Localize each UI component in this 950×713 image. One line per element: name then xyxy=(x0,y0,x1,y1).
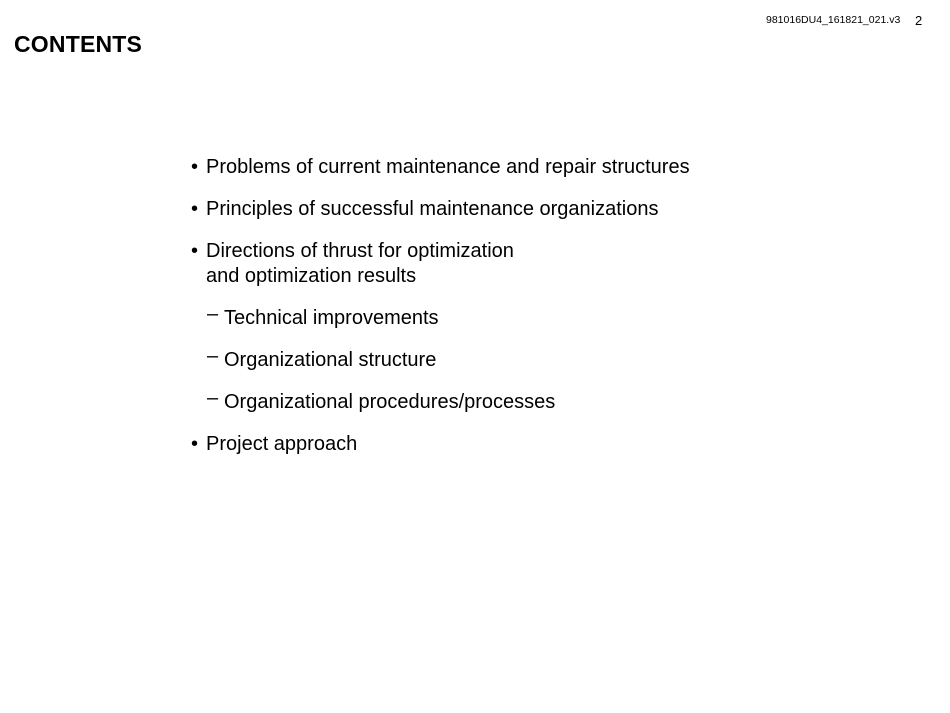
list-item-text: Project approach xyxy=(206,433,358,455)
bullet-icon: • xyxy=(191,240,199,262)
list-item xyxy=(191,155,811,180)
list-item xyxy=(191,239,811,289)
page-title: CONTENTS xyxy=(14,31,143,57)
list-item-text: Directions of thrust for optimization xyxy=(206,240,514,262)
sub-list-item-text: Organizational procedures/processes xyxy=(224,391,556,413)
bullet-icon: • xyxy=(191,433,199,455)
bullet-icon: • xyxy=(191,156,199,178)
dash-icon: – xyxy=(207,345,219,367)
list-item-text-continuation: and optimization results xyxy=(206,265,417,287)
list-item-text: Principles of successful maintenance organizations xyxy=(206,198,659,220)
dash-icon: – xyxy=(207,387,219,409)
document-id: 981016DU4_161821_021.v3 xyxy=(766,14,901,26)
sub-list-item xyxy=(191,303,811,331)
sub-list-item-text: Organizational structure xyxy=(224,349,437,371)
list-item xyxy=(191,432,811,457)
list-item-text: Problems of current maintenance and repair structures xyxy=(206,156,690,178)
sub-list-item xyxy=(191,345,811,373)
page-number: 2 xyxy=(915,13,923,28)
dash-icon: – xyxy=(207,303,219,325)
list-item xyxy=(191,197,811,222)
sub-list-item xyxy=(191,387,811,415)
sub-list-item-text: Technical improvements xyxy=(224,307,439,329)
bullet-icon: • xyxy=(191,198,199,220)
contents-list xyxy=(191,155,811,474)
